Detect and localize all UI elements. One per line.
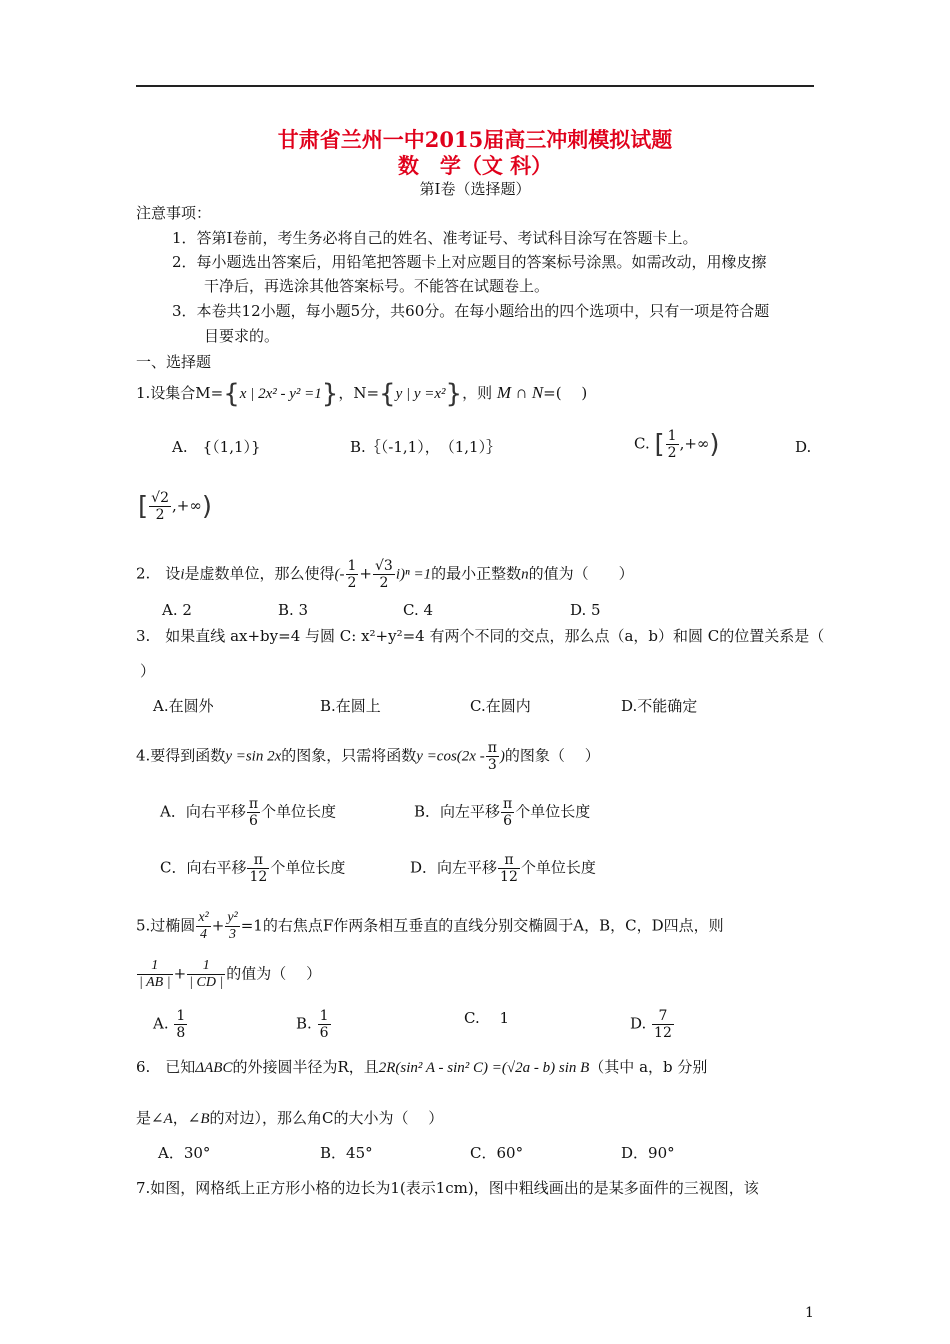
right-brace-icon: } — [321, 379, 339, 409]
q2-option-b: B. 3 — [278, 601, 309, 619]
q1-n-set: y | y =x² — [395, 386, 446, 402]
q6-line2-post: 的对边），那么角C的大小为（ ） — [209, 1109, 444, 1127]
option-text: 个单位长度 — [270, 858, 346, 877]
numerator: π — [503, 796, 513, 812]
fraction — [666, 428, 679, 461]
fraction — [247, 796, 260, 829]
denominator: 12 — [500, 869, 518, 885]
q3-option-c: C.在圆内 — [470, 697, 531, 715]
fraction — [501, 796, 514, 829]
q2-plus: + — [359, 564, 372, 583]
option-text: 个单位长度 — [520, 858, 596, 877]
q4-option-b — [414, 796, 590, 829]
denominator: 2 — [379, 575, 389, 591]
q1-expr: M ∩ N — [496, 383, 544, 402]
q1-c-label: C. — [634, 434, 650, 453]
q6-mid: 的外接圆半径为R，且 — [232, 1058, 379, 1076]
q1-mid: ，N= — [338, 384, 380, 402]
note-item: 1．答第Ⅰ卷前，考生务必将自己的姓名、准考证号、考试科目涂写在答题卡上。 — [172, 229, 698, 247]
notes-heading: 注意事项： — [136, 204, 212, 222]
denominator: 2 — [347, 575, 357, 591]
q1-option-b: B.｛（-1,1）， （1,1）｝ — [350, 438, 502, 456]
option-text: 个单位长度 — [515, 802, 591, 821]
q1-c-rest: ,+∞ — [679, 434, 710, 453]
q6-line2-pre: 是 — [136, 1109, 152, 1127]
fraction — [187, 958, 225, 991]
note-item: 3．本卷共12小题，每小题5分，共60分。在每小题给出的四个选项中，只有一项是符合题 — [172, 302, 770, 320]
numerator: x² — [198, 910, 209, 925]
fraction — [373, 558, 395, 591]
fraction — [174, 1008, 187, 1041]
numerator: π — [248, 796, 259, 812]
q1-option-d-value — [138, 490, 212, 523]
q5-plus: + — [173, 964, 187, 983]
exam-title: 甘肃省兰州一中2015届高三冲刺模拟试题 — [277, 127, 673, 152]
question-2 — [136, 558, 634, 591]
q4-f2post: ) — [499, 748, 505, 765]
left-bracket-icon: [ — [138, 491, 149, 522]
denominator: 3 — [229, 927, 237, 942]
numerator: 1 — [319, 1008, 329, 1024]
denominator: 4 — [200, 927, 208, 942]
question-5-cont — [136, 958, 321, 991]
q6-option-c: C．60° — [470, 1144, 524, 1162]
q2-option-d: D. 5 — [570, 601, 601, 619]
numerator: 1 — [667, 428, 677, 444]
q6-tail: （其中 a，b 分别 — [589, 1058, 708, 1076]
option-text: B．向左平移 — [414, 802, 501, 821]
q5-ask: 的值为（ ） — [226, 964, 322, 983]
q4-option-a — [160, 796, 336, 829]
option-label: A. — [153, 1014, 169, 1033]
page-number: 1 — [805, 1305, 814, 1321]
denominator: 12 — [654, 1025, 672, 1041]
q2-post: i)ⁿ =1 — [395, 566, 432, 583]
q1-lead: 1.设集合M= — [136, 384, 224, 402]
denominator: 3 — [487, 757, 497, 773]
note-item: 干净后，再选涂其他答案标号。不能答在试题卷上。 — [204, 277, 550, 295]
fraction — [196, 910, 210, 943]
q5-text: 的右焦点F作两条相互垂直的直线分别交椭圆于A，B，C，D四点，则 — [262, 916, 724, 935]
option-label: D. — [630, 1014, 647, 1033]
q6-angle-a: ∠A — [151, 1111, 173, 1127]
question-7: 7.如图，网格纸上正方形小格的边长为1(表示1cm)，图中粗线画出的是某多面件的三视图，该 — [136, 1179, 759, 1197]
numerator: √2 — [151, 490, 169, 506]
header-rule — [136, 85, 814, 87]
q4-mid: 的图象，只需将函数 — [281, 746, 417, 765]
q6-option-d: D．90° — [621, 1144, 675, 1162]
denominator: | AB | — [139, 975, 171, 990]
q2-option-c: C. 4 — [403, 601, 434, 619]
q4-f2pre: y =cos(2x - — [416, 748, 485, 765]
right-paren-icon: ) — [201, 491, 212, 522]
question-3-cont: ） — [140, 662, 156, 680]
note-item: 2．每小题选出答案后，用铅笔把答题卡上对应题目的答案标号涂黑。如需改动，用橡皮擦 — [172, 253, 767, 271]
option-text: C．向右平移 — [160, 858, 247, 877]
q4-lead: 4.要得到函数 — [136, 746, 226, 765]
question-3: 3. 如果直线 ax+by=4 与圆 C: x²+y²=4 有两个不同的交点，那么点（a，b）和圆 C的位置关系是（ — [136, 627, 825, 645]
numerator: 1 — [347, 558, 357, 574]
numerator: π — [498, 852, 520, 869]
subject-title: 数 学（文 科） — [397, 153, 553, 178]
q4-option-c — [160, 852, 345, 885]
denominator: 6 — [248, 813, 258, 829]
fraction — [486, 740, 499, 773]
q5-option-c: C. 1 — [464, 1009, 510, 1027]
q2-text3: 的值为（ ） — [528, 564, 634, 583]
q1-ask: ，则 — [462, 384, 493, 402]
q2-text1: 是虚数单位，那么使得 — [184, 564, 335, 583]
numerator: y² — [227, 910, 238, 925]
question-6 — [136, 1057, 707, 1078]
q5-option-b — [296, 1008, 332, 1041]
q1-tail: =( ) — [543, 384, 588, 402]
denominator: 6 — [319, 1025, 329, 1041]
note-item: 目要求的。 — [204, 327, 280, 345]
question-4 — [136, 740, 600, 773]
q1-d-rest: ,+∞ — [171, 496, 202, 515]
denominator: | CD | — [189, 975, 224, 990]
fraction — [346, 558, 359, 591]
q1-option-a: A. {（1,1）} — [172, 438, 261, 456]
q5-option-a — [153, 1008, 188, 1041]
question-5 — [136, 910, 724, 943]
q4-option-d — [410, 852, 596, 885]
q6-option-b: B．45° — [320, 1144, 373, 1162]
numerator: π — [487, 740, 497, 756]
fraction — [247, 852, 269, 885]
right-brace-icon: } — [445, 379, 463, 409]
fraction — [318, 1008, 331, 1041]
q6-option-a: A．30° — [158, 1144, 211, 1162]
q2-pre: (- — [334, 566, 345, 583]
denominator: 6 — [503, 813, 513, 829]
denominator: 2 — [667, 445, 677, 461]
numerator: 1 — [187, 958, 225, 975]
q2-lead: 2. 设 — [136, 564, 181, 583]
denominator: 8 — [176, 1025, 186, 1041]
q4-f1: y =sin 2x — [225, 748, 282, 765]
q4-tail: 的图象（ ） — [504, 746, 600, 765]
q5-option-d — [630, 1008, 675, 1041]
q3-option-b: B.在圆上 — [320, 697, 381, 715]
denominator: 12 — [249, 869, 268, 885]
q1-option-c — [634, 428, 720, 461]
option-label: B. — [296, 1014, 312, 1033]
left-bracket-icon: [ — [654, 429, 665, 460]
numerator: √3 — [375, 558, 393, 574]
numerator: 1 — [176, 1008, 186, 1024]
q5-plus: + — [211, 916, 225, 935]
q6-triangle: ΔABC — [195, 1060, 233, 1076]
q2-n: n — [521, 566, 529, 583]
q2-text2: 的最小正整数 — [431, 564, 522, 583]
q2-option-a: A. 2 — [162, 601, 192, 619]
q6-formula: 2R(sin² A - sin² C) =(√2a - b) sin B — [378, 1060, 590, 1076]
q6-lead: 6. 已知 — [136, 1058, 196, 1076]
numerator: 7 — [652, 1008, 674, 1025]
fraction — [149, 490, 171, 523]
q6-comma: ， — [172, 1109, 188, 1127]
fraction — [498, 852, 520, 885]
q6-angle-b: ∠B — [187, 1111, 210, 1127]
part-heading: 一、选择题 — [136, 353, 212, 371]
question-1 — [136, 379, 588, 409]
fraction — [225, 910, 239, 943]
right-paren-icon: ) — [709, 429, 720, 460]
q5-lead: 5.过椭圆 — [136, 916, 196, 935]
q1-m-set: x | 2x² - y² =1 — [239, 386, 322, 402]
fraction — [652, 1008, 674, 1041]
q3-option-d: D.不能确定 — [621, 697, 698, 715]
option-text: D．向左平移 — [410, 858, 498, 877]
q2-i: i — [180, 566, 185, 583]
q1-option-d-label: D. — [795, 438, 812, 456]
question-6-cont — [136, 1108, 443, 1129]
left-brace-icon: { — [379, 379, 396, 409]
denominator: 2 — [155, 507, 165, 523]
fraction — [137, 958, 173, 991]
numerator: 1 — [137, 958, 173, 975]
q5-eq: =1 — [240, 916, 263, 935]
section-title: 第Ⅰ卷（选择题） — [419, 180, 531, 198]
numerator: π — [247, 852, 269, 869]
option-text: A．向右平移 — [160, 802, 246, 821]
left-brace-icon: { — [223, 379, 240, 409]
option-text: 个单位长度 — [261, 802, 337, 821]
q3-option-a: A.在圆外 — [153, 697, 214, 715]
